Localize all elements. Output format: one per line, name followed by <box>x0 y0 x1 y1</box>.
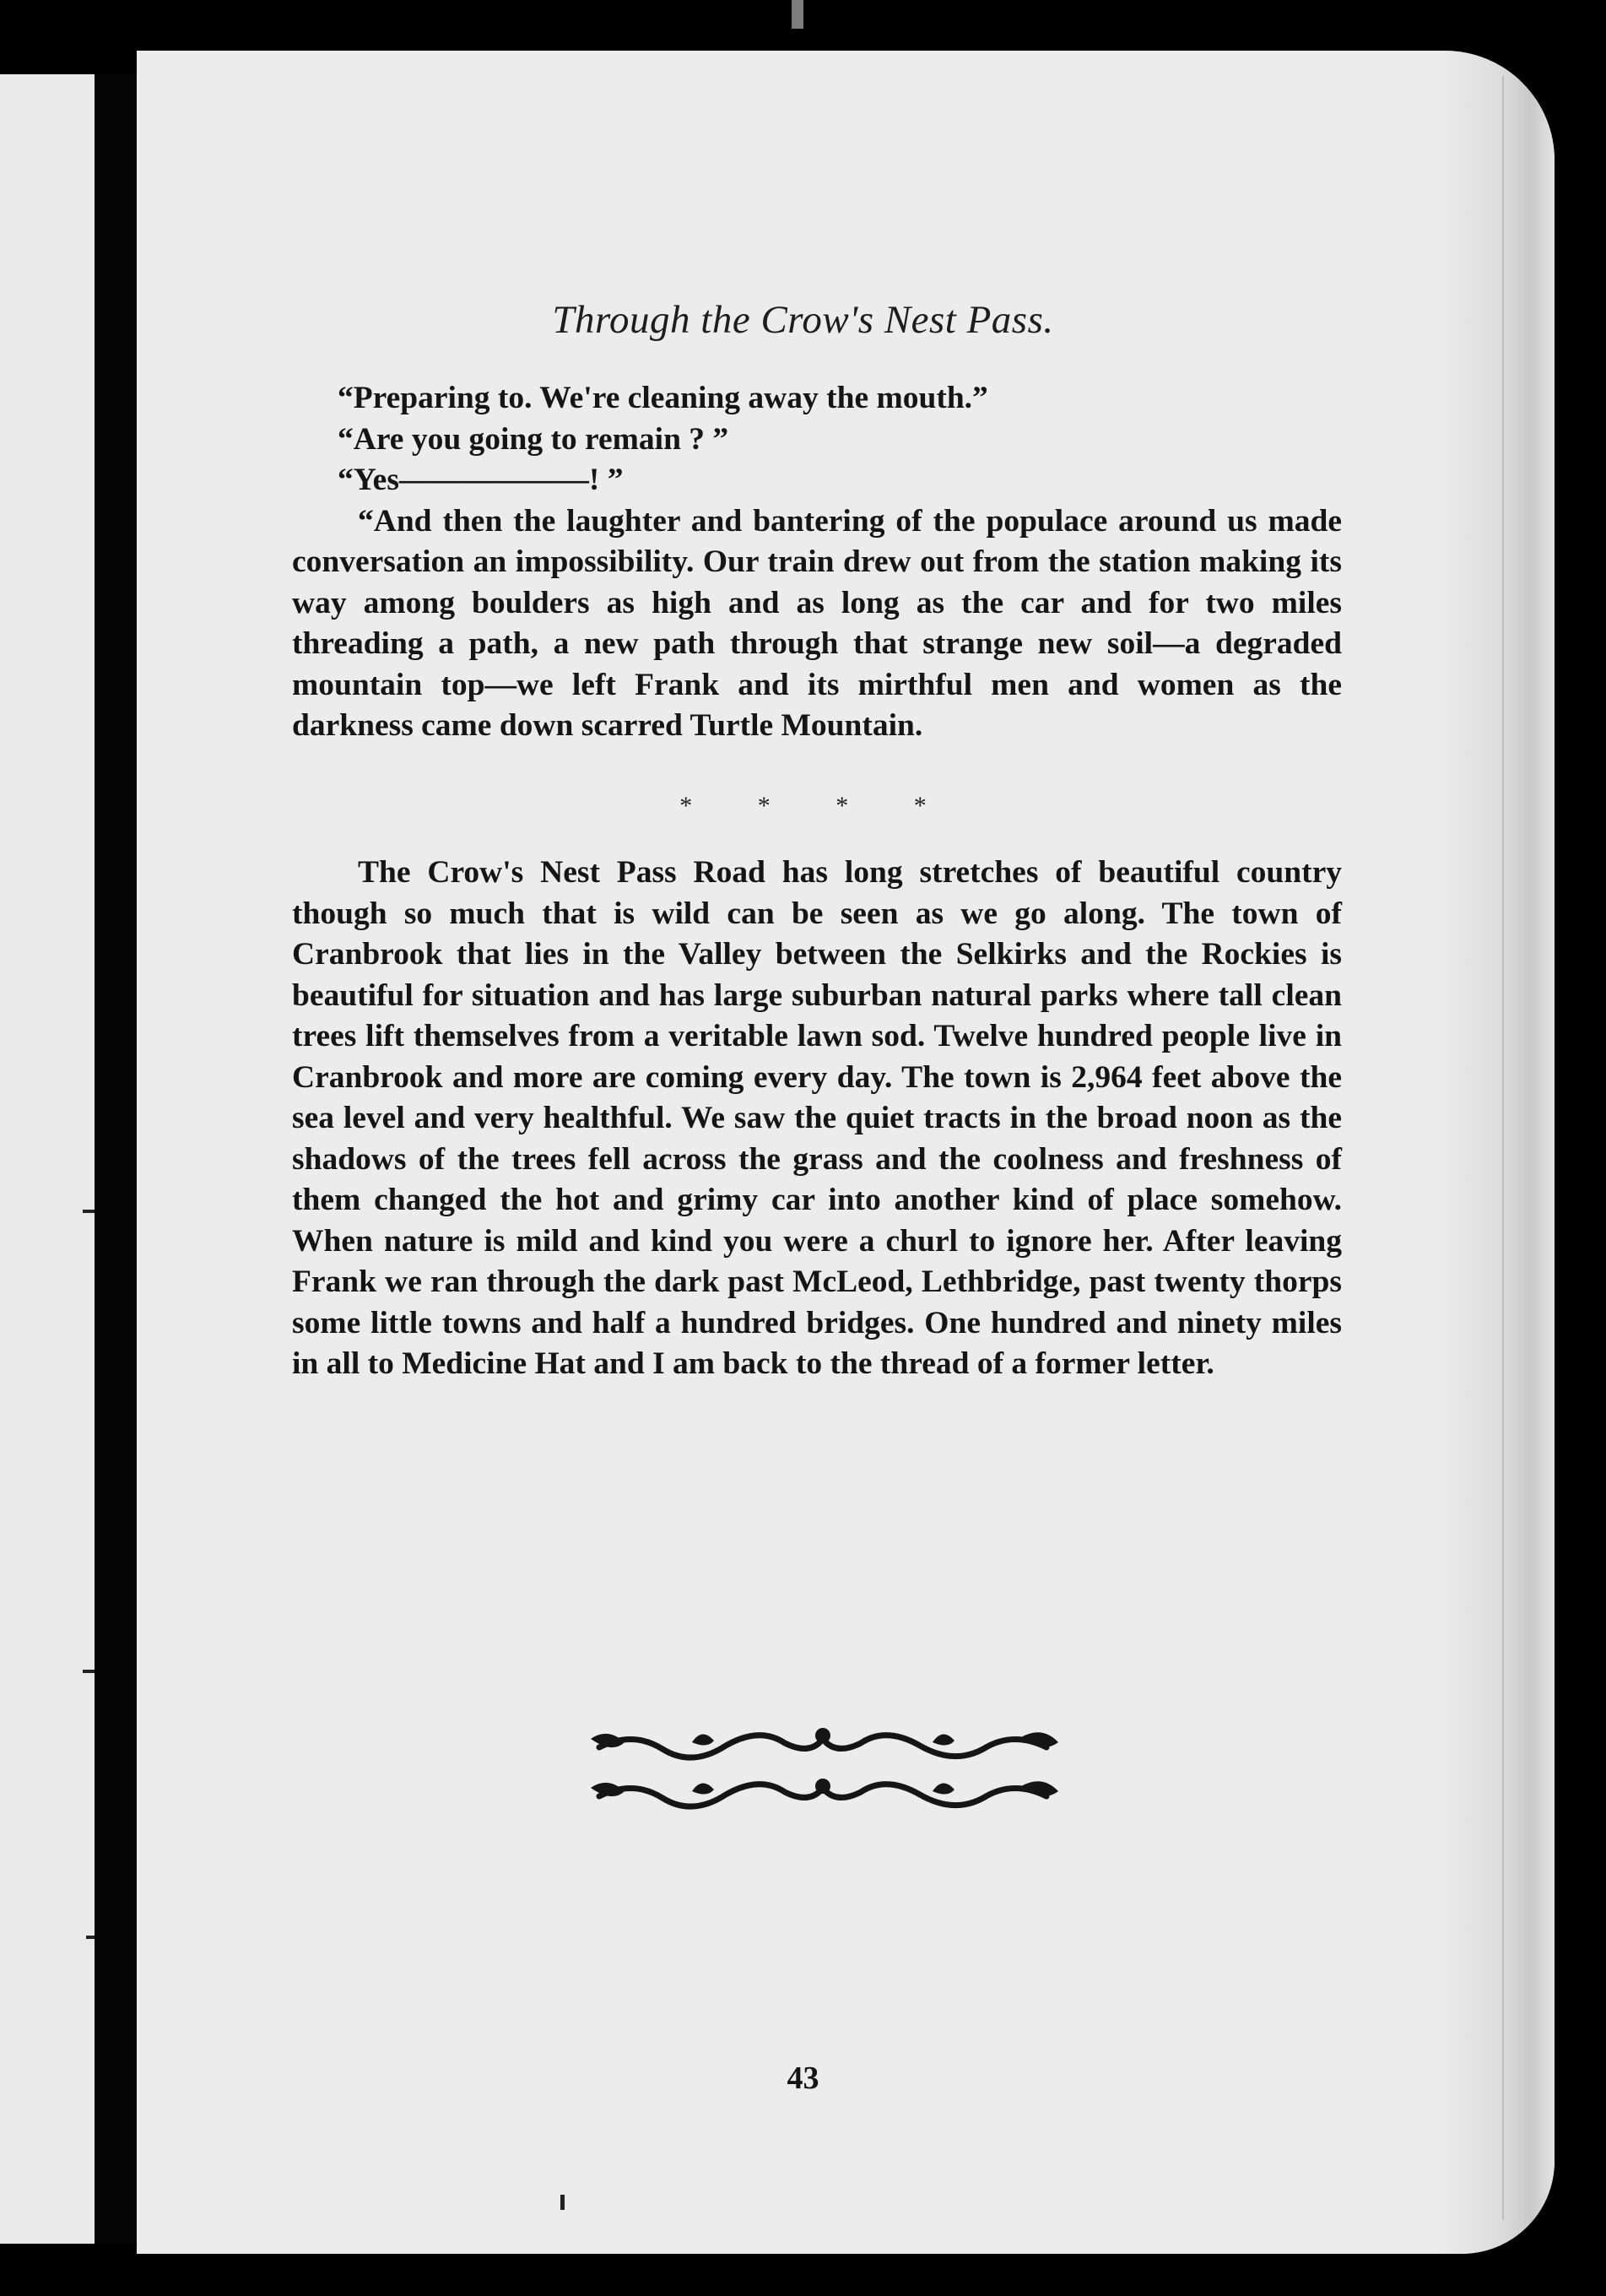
facing-page-edge <box>0 74 95 2244</box>
page-curl-shadow <box>1436 51 1555 2254</box>
edge-mark <box>83 1670 95 1673</box>
dialog-line: “Preparing to. We're cleaning away the mouth.” <box>338 381 988 415</box>
paragraph: The Crow's Nest Pass Road has long stretches of beautiful country though so much that is wild can be seen as we go along. The town of Cranbrook that lies in the Valley between the Selkirks and the Rockies is beautiful for situation and has large suburban natural parks where tall clean trees lift themselves from a veritable lawn sod. Twelve hundred people live in Cranbrook and more are coming every day. The town is 2,964 feet above the sea level and very healthful. We saw the quiet tracts in the broad noon as the shadows of the trees fell across the grass and the coolness and freshness of them changed the hot and grimy car into another kind of place somehow. When nature is mild and kind you were a churl to ignore her. After leaving Frank we ran through the dark past McLeod, Lethbridge, past twenty thorps some little towns and half a hundred bridges. One hundred and ninety miles in all to Medicine Hat and I am back to the thread of a former letter. <box>292 855 1342 1381</box>
decorative-scroll-ornament-icon <box>582 1705 1063 1823</box>
page-edge-line <box>1502 76 1504 2220</box>
dialog-line: “Yes——————! ” <box>338 463 624 497</box>
dialog-line: “Are you going to remain ? ” <box>338 421 729 457</box>
edge-mark <box>83 1210 95 1213</box>
scan-speck <box>792 0 803 29</box>
paragraph: “And then the laughter and bantering of the populace around us made conversation an impossibility. Our train drew out from the station making its way among boulders as high and as long as the car and for two miles threading a path, a new path through that strange new soil—a degraded mountain top—we left Frank and its mirthful men and women as the darkness came down scarred Turtle Mountain. <box>292 503 1342 743</box>
page-edge-line <box>1519 76 1521 2220</box>
body-text <box>292 853 1342 1385</box>
scan-speck <box>560 2195 565 2210</box>
page-number: 43 <box>787 2060 819 2096</box>
section-break: * * * * <box>679 792 927 820</box>
edge-mark <box>86 1936 95 1939</box>
book-gutter <box>95 74 137 2244</box>
running-head: Through the Crow's Nest Pass. <box>552 298 1054 342</box>
body-text <box>292 378 1342 747</box>
